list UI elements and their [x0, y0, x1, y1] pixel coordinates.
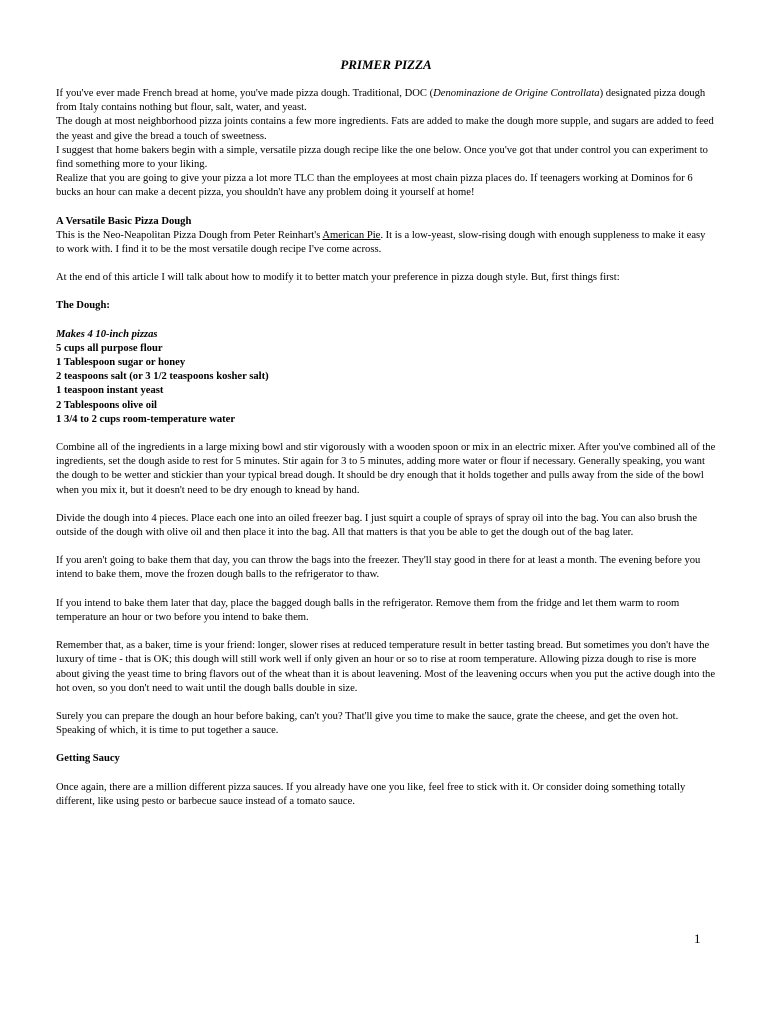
ingredient-item: 5 cups all purpose flour — [56, 342, 163, 354]
dough-paragraph-time: Remember that, as a baker, time is your friend: longer, slower rises at reduced temperature result in better tasting bread. But sometimes you don't have the luxury of time - that is OK; this dough will still work well if only given an hour or so to rise at room temperature. Allowing pizza dough to rise is more about giving the yeast time to bring flavors out of the wheat than it is about leavening. Most of the leavening occurs when you put the active dough into the hot oven, so you don't need to wait until the dough balls double in size. — [56, 640, 716, 694]
intro-paragraph-2: The dough at most neighborhood pizza joints contains a few more ingredients. Fats are added to make the dough more supple, and sugars are added to feed the yeast and give the bread a touch of sweetness. — [56, 116, 714, 142]
intro-paragraph-1 — [56, 87, 716, 115]
yield-line: Makes 4 10-inch pizzas — [56, 328, 158, 340]
page-number: 1 — [694, 931, 701, 946]
dough-paragraph-freeze: If you aren't going to bake them that day, you can throw the bags into the freezer. They'll stay good in there for at least a month. The evening before you intend to bake them, move the frozen dough balls to the refrigerator to thaw. — [56, 555, 701, 581]
versatile-paragraph-1 — [56, 229, 716, 257]
document-page — [56, 57, 716, 809]
versatile-text: This is the Neo-Neapolitan Pizza Dough from Peter Reinhart's — [56, 229, 323, 241]
versatile-text: . It is a low-yeast, slow-rising dough with enough suppleness to make it easy to work with. I find it to be the most versatile dough recipe I've come across. — [56, 229, 706, 256]
intro-italic-term: Denominazione de Origine Controllata — [433, 88, 600, 99]
saucy-paragraph-1: Once again, there are a million different pizza sauces. If you already have one you like, feel free to stick with it. Or consider doing something totally different, like using pesto or barbecue sauce instead of a tomato sauce. — [56, 781, 686, 807]
dough-paragraph-prepare: Surely you can prepare the dough an hour before baking, can't you? That'll give you time to make the sauce, grate the cheese, and get the oven hot. Speaking of which, it is time to put together a sauce. — [56, 710, 679, 737]
dough-paragraph-combine: Combine all of the ingredients in a large mixing bowl and stir vigorously with a wooden spoon or mix in an electric mixer. After you've combined all of the ingredients, set the dough aside to rest for 5 minutes. Stir again for 3 to 5 minutes, adding more water or flour if necessary. Generally speaking, you want the dough to be wetter and stickier than your typical bread dough. It should be dry enough that it holds together and pulls away from the side of the bowl when you mix it, but it doesn't need to be dry enough to knead by hand. — [56, 442, 716, 496]
ingredient-list — [56, 328, 716, 427]
intro-text: ) designated pizza dough from Italy contains nothing but flour, salt, water, and yeast. — [56, 88, 706, 114]
dough-paragraph-divide: Divide the dough into 4 pieces. Place each one into an oiled freezer bag. I just squirt a couple of sprays of spray oil into the bag. You can also brush the outside of the dough with olive oil and then place it into the bag. All that matters is that you be able to get the dough out of the bag later. — [56, 512, 698, 539]
section-heading-dough: The Dough: — [56, 300, 110, 312]
document-title: PRIMER PIZZA — [340, 57, 432, 72]
intro-paragraph-4: Realize that you are going to give your pizza a lot more TLC than the employees at most chain pizza places do. If teenagers working at Dominos for 6 bucks an hour can make a decent pizza, you shouldn't have any problem doing it yourself at home! — [56, 173, 693, 199]
book-link[interactable]: American Pie — [322, 229, 381, 241]
section-heading-versatile: A Versatile Basic Pizza Dough — [56, 215, 192, 227]
intro-text: If you've ever made French bread at home, you've made pizza dough. Traditional, DOC ( — [56, 88, 434, 99]
ingredient-item: 1 teaspoon instant yeast — [56, 385, 164, 397]
versatile-paragraph-2: At the end of this article I will talk about how to modify it to better match your preference in pizza dough style. But, first things first: — [56, 272, 620, 284]
ingredient-item: 1 Tablespoon sugar or honey — [56, 357, 186, 369]
section-heading-saucy: Getting Saucy — [56, 753, 120, 765]
intro-paragraph-3: I suggest that home bakers begin with a simple, versatile pizza dough recipe like the one below. Once you've got that under control you can experiment to find something more to your liking. — [56, 144, 708, 171]
ingredient-item: 2 Tablespoons olive oil — [56, 399, 157, 411]
ingredient-item: 2 teaspoons salt (or 3 1/2 teaspoons kosher salt) — [56, 371, 269, 383]
dough-paragraph-refrigerate: If you intend to bake them later that day, place the bagged dough balls in the refrigerator. Remove them from the fridge and let them warm to room temperature an hour or two before you intend to bake them. — [56, 597, 680, 623]
ingredient-item: 1 3/4 to 2 cups room-temperature water — [56, 413, 236, 425]
